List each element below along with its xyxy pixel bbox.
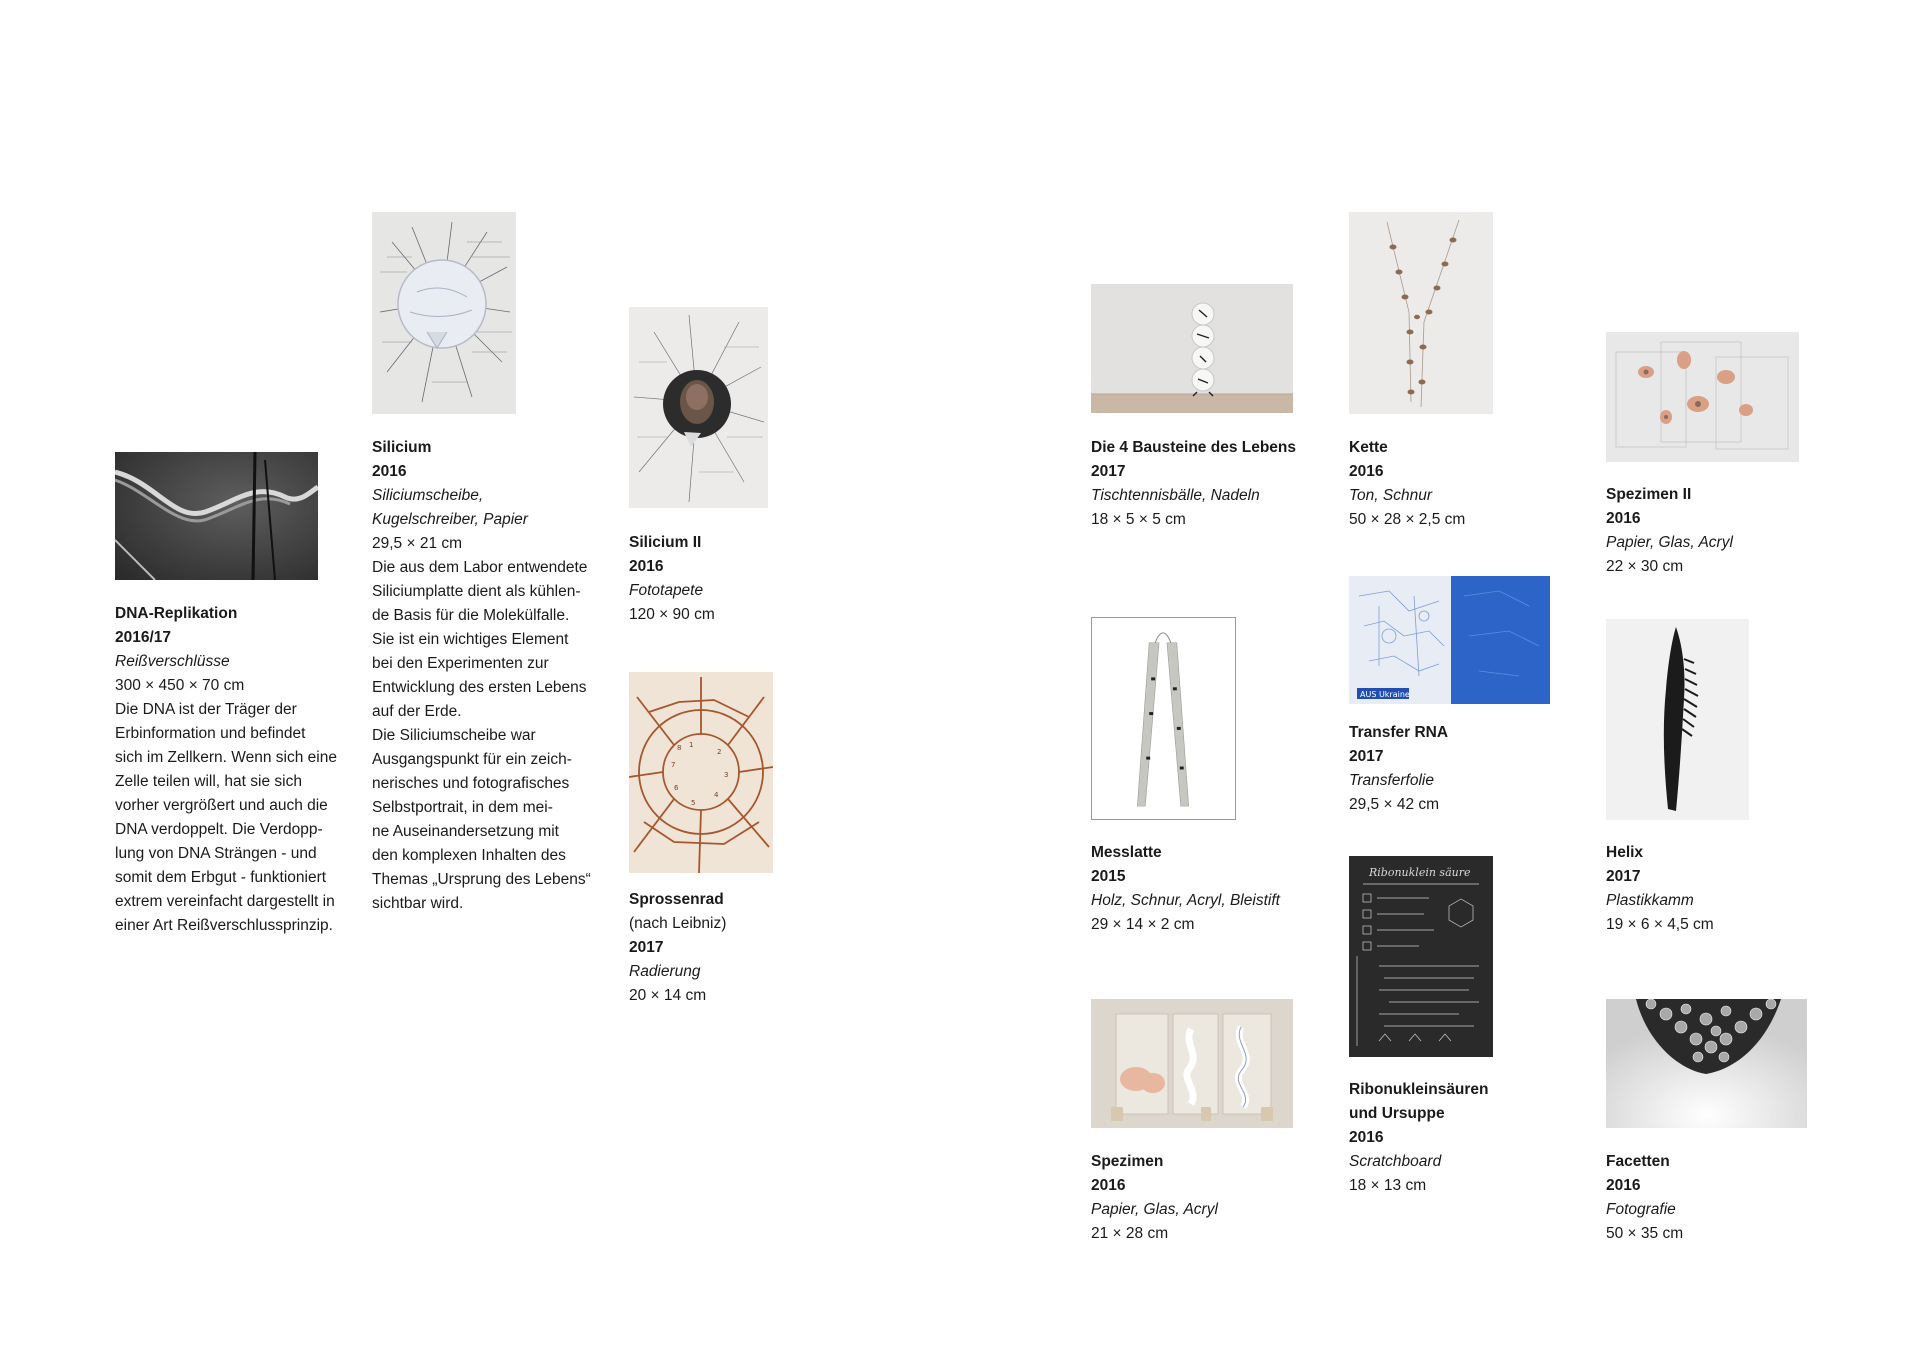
work-text-line: DNA verdoppelt. Die Verdopp- — [115, 821, 323, 838]
work-size: 50 × 28 × 2,5 cm — [1349, 511, 1466, 528]
work-material: Kugelschreiber, Papier — [372, 511, 528, 528]
facetten-caption — [1606, 1150, 1806, 1246]
work-title: Die 4 Bausteine des Lebens — [1091, 439, 1297, 456]
work-material: Papier, Glas, Acryl — [1091, 1201, 1218, 1218]
spezimen-image — [1091, 999, 1293, 1128]
work-text-line: Ausgangspunkt für ein zeich- — [372, 751, 572, 768]
silicium-ii-image — [629, 307, 768, 508]
facetten-image — [1606, 999, 1807, 1128]
work-size: 18 × 5 × 5 cm — [1091, 511, 1186, 528]
helix-caption — [1606, 841, 1806, 937]
work-title: Helix — [1606, 844, 1644, 861]
work-text-line: de Basis für die Molekülfalle. — [372, 607, 570, 624]
work-year: 2016 — [1606, 1177, 1641, 1194]
work-material: Radierung — [629, 963, 701, 980]
work-text-line: somit dem Erbgut - funktioniert — [115, 869, 327, 886]
work-year: 2016 — [1091, 1177, 1126, 1194]
work-text-line: lung von DNA Strängen - und — [115, 845, 317, 862]
work-title: Facetten — [1606, 1153, 1670, 1170]
work-size: 29,5 × 21 cm — [372, 535, 463, 552]
work-title: Ribonukleinsäuren — [1349, 1081, 1489, 1098]
work-text-line: Themas „Ursprung des Lebens“ — [372, 871, 591, 888]
work-title: Kette — [1349, 439, 1388, 456]
messlatte-caption — [1091, 841, 1321, 937]
work-year: 2017 — [1349, 748, 1384, 765]
work-title: Sprossenrad — [629, 891, 724, 908]
dna-replikation-image — [115, 452, 318, 580]
work-year: 2016 — [629, 558, 664, 575]
work-title: Silicium II — [629, 534, 702, 551]
work-title: Messlatte — [1091, 844, 1162, 861]
work-material: Papier, Glas, Acryl — [1606, 534, 1733, 551]
transfer-rna-image — [1349, 576, 1550, 704]
svg-text:4: 4 — [714, 791, 719, 799]
work-material: Fotografie — [1606, 1201, 1676, 1218]
ribonukleinsaeuren-image — [1349, 856, 1493, 1057]
work-year: 2015 — [1091, 868, 1126, 885]
work-material: Fototapete — [629, 582, 704, 599]
svg-text:3: 3 — [724, 771, 729, 779]
sprossenrad-caption — [629, 888, 829, 1008]
svg-text:7: 7 — [671, 761, 676, 769]
ribo-board-lettering: Ribonuklein säure — [1369, 866, 1471, 879]
svg-text:2: 2 — [717, 748, 722, 756]
work-text-line: ne Auseinandersetzung mit — [372, 823, 559, 840]
svg-text:1: 1 — [689, 741, 694, 749]
work-year: 2016 — [372, 463, 407, 480]
silicium-ii-caption — [629, 531, 829, 627]
spezimen-ii-image — [1606, 332, 1799, 462]
work-size: 300 × 450 × 70 cm — [115, 677, 245, 694]
work-text-line: auf der Erde. — [372, 703, 462, 720]
work-year: 2016 — [1349, 463, 1384, 480]
work-material: Transferfolie — [1349, 772, 1434, 789]
work-subtitle: (nach Leibniz) — [629, 915, 727, 932]
svg-text:8: 8 — [677, 744, 682, 752]
work-size: 120 × 90 cm — [629, 606, 715, 623]
work-text-line: sichtbar wird. — [372, 895, 464, 912]
helix-image — [1606, 619, 1749, 820]
work-size: 19 × 6 × 4,5 cm — [1606, 916, 1714, 933]
work-text-line: Sie ist ein wichtiges Element — [372, 631, 569, 648]
work-year: 2017 — [1606, 868, 1641, 885]
work-size: 29,5 × 42 cm — [1349, 796, 1440, 813]
work-size: 21 × 28 cm — [1091, 1225, 1169, 1242]
work-text-line: vorher vergrößert und auch die — [115, 797, 328, 814]
ribonukleinsaeuren-caption — [1349, 1078, 1549, 1198]
work-year: 2016 — [1606, 510, 1641, 527]
bausteine-caption — [1091, 436, 1321, 532]
dna-replikation-caption — [115, 602, 365, 938]
work-year: 2016/17 — [115, 629, 172, 646]
svg-text:5: 5 — [691, 799, 696, 807]
work-title: Spezimen II — [1606, 486, 1692, 503]
transfer-rna-caption — [1349, 721, 1549, 817]
transfer-label-lettering: AUS Ukraine — [1360, 690, 1410, 699]
work-year: 2017 — [629, 939, 664, 956]
kette-image — [1349, 212, 1493, 414]
work-text-line: Die aus dem Labor entwendete — [372, 559, 588, 576]
work-text-line: Siliciumplatte dient als kühlen- — [372, 583, 581, 600]
work-text-line: nerisches und fotografisches — [372, 775, 570, 792]
work-material: Holz, Schnur, Acryl, Bleistift — [1091, 892, 1280, 909]
work-size: 20 × 14 cm — [629, 987, 707, 1004]
work-material: Ton, Schnur — [1349, 487, 1433, 504]
sprossenrad-image — [629, 672, 773, 873]
silicium-caption — [372, 436, 622, 916]
work-year: 2017 — [1091, 463, 1126, 480]
work-size: 18 × 13 cm — [1349, 1177, 1427, 1194]
svg-text:6: 6 — [674, 784, 679, 792]
messlatte-image — [1091, 617, 1236, 820]
work-title: Spezimen — [1091, 1153, 1164, 1170]
spezimen-caption — [1091, 1150, 1291, 1246]
work-text-line: bei den Experimenten zur — [372, 655, 549, 672]
work-material: Tischtennisbälle, Nadeln — [1091, 487, 1260, 504]
spezimen-ii-caption — [1606, 483, 1806, 579]
work-title: und Ursuppe — [1349, 1105, 1445, 1122]
bausteine-image — [1091, 284, 1293, 413]
work-text-line: Selbstportrait, in dem mei- — [372, 799, 553, 816]
work-text-line: Erbinformation und befindet — [115, 725, 306, 742]
work-text-line: Zelle teilen will, hat sie sich — [115, 773, 302, 790]
work-year: 2016 — [1349, 1129, 1384, 1146]
work-material: Scratchboard — [1349, 1153, 1442, 1170]
work-text-line: den komplexen Inhalten des — [372, 847, 566, 864]
work-title: Silicium — [372, 439, 432, 456]
work-size: 29 × 14 × 2 cm — [1091, 916, 1195, 933]
work-material: Siliciumscheibe, — [372, 487, 484, 504]
work-size: 22 × 30 cm — [1606, 558, 1684, 575]
silicium-image — [372, 212, 516, 414]
work-text-line: einer Art Reißverschlussprinzip. — [115, 917, 333, 934]
work-text-line: extrem vereinfacht dargestellt in — [115, 893, 335, 910]
work-text-line: Die DNA ist der Träger der — [115, 701, 297, 718]
work-text-line: Die Siliciumscheibe war — [372, 727, 536, 744]
work-text-line: Entwicklung des ersten Lebens — [372, 679, 587, 696]
work-material: Reißverschlüsse — [115, 653, 230, 670]
work-size: 50 × 35 cm — [1606, 1225, 1684, 1242]
work-text-line: sich im Zellkern. Wenn sich eine — [115, 749, 337, 766]
work-material: Plastikkamm — [1606, 892, 1694, 909]
work-title: Transfer RNA — [1349, 724, 1449, 741]
work-title: DNA-Replikation — [115, 605, 238, 622]
kette-caption — [1349, 436, 1549, 532]
